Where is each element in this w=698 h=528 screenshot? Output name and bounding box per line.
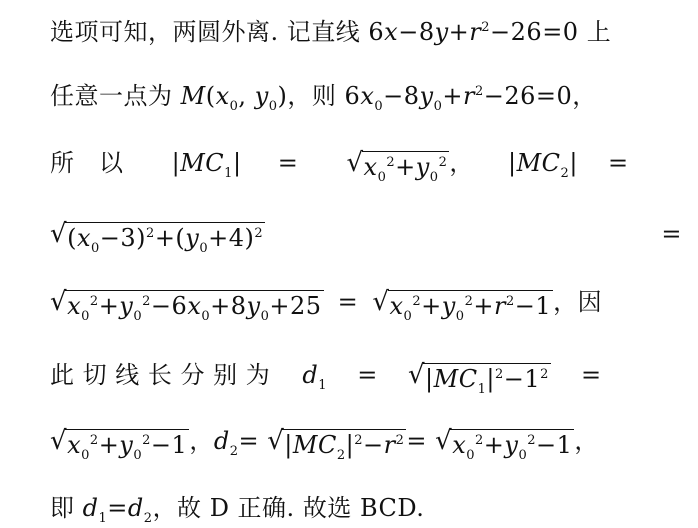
line-3-text: 所 以	[50, 149, 124, 177]
text-line-1	[50, 12, 611, 52]
text-line-5: √ $x_0^2+y_0^2-6x_0+8y_0+25$ = √ $x_0^2+y_0^2+r^2-1$ ，因	[50, 282, 602, 322]
sqrt-mc2: √ $(x_0-3)^2+(y_0+4)^2$	[50, 219, 264, 256]
line-8-text: 即	[50, 494, 83, 522]
text-line-4	[50, 214, 265, 254]
text-line-3: 所 以 $|MC_1|$ = √ $x_0^2+y_0^2$ ， $|MC_2|$ =	[50, 143, 629, 183]
sqrt-expanded: √ $x_0^2+y_0^2-6x_0+8y_0+25$	[50, 287, 322, 324]
sqrt-d2: √ $|MC_2|^2-r^2$	[267, 426, 405, 463]
text-line-7: √ $x_0^2+y_0^2-1$ ，$d_2=$ √ $|MC_2|^2-r^2$ = √ $x_0^2+y_0^2-1$ ，	[50, 421, 599, 461]
line-6-text: 此 切 线 长 分 别 为	[50, 361, 271, 389]
text-line-6: 此 切 线 长 分 别 为 $d_1$ = √ $|MC_1|^2-1^2$ =	[50, 355, 602, 395]
line-1-text: 选项可知，两圆外离. 记直线	[50, 18, 369, 46]
mc1-expression: $|MC_1|$	[171, 149, 242, 181]
line-8-tail: ，故 D 正确. 故选 BCD.	[152, 494, 425, 522]
d1-label: $d_1$	[302, 361, 328, 393]
line-2-text: 任意一点为	[50, 82, 181, 110]
d1-equals-d2: $d_1=d_2$	[82, 494, 153, 526]
sqrt-simplified: √ $x_0^2+y_0^2+r^2-1$	[372, 287, 552, 324]
sqrt-d1: √ $|MC_1|^2-1^2$	[407, 360, 549, 397]
sqrt-d2-result: √ $x_0^2+y_0^2-1$	[435, 426, 573, 463]
equals-sign: =	[661, 220, 682, 248]
point-equation: $6x_0-8y_0+r^2-26=0$，	[344, 82, 597, 114]
point-m: $M(x_0$, $y_0$)	[180, 82, 288, 114]
line-2-mid: ，则	[287, 82, 345, 110]
text-line-8	[50, 488, 424, 528]
mc2-expression: $|MC_2|$	[508, 149, 578, 181]
line-equation: $6x-8y+r^2-26=0$	[368, 18, 579, 46]
sqrt-mc1: √ $x_0^2+y_0^2$	[346, 148, 448, 185]
text-line-2	[50, 76, 597, 116]
sqrt-d1-result: √ $x_0^2+y_0^2-1$	[50, 426, 188, 463]
line-1-tail: 上	[578, 18, 612, 46]
